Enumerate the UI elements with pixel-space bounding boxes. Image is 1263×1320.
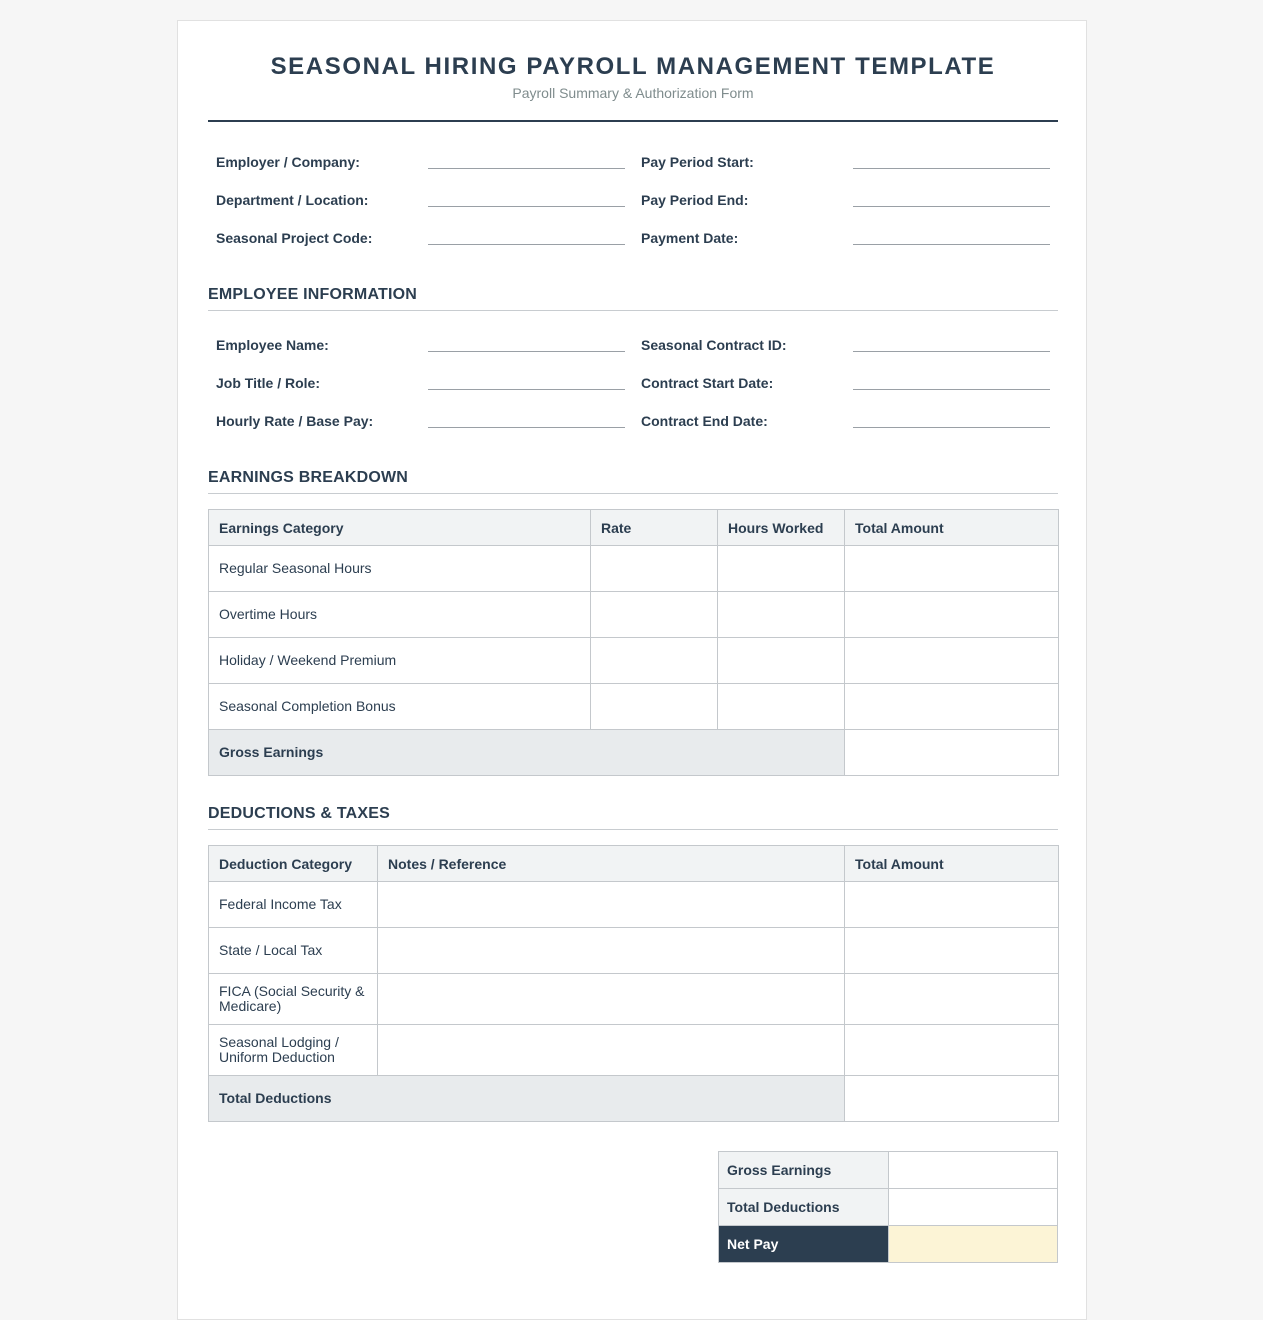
amount-cell[interactable] [845, 1025, 1059, 1076]
contract-end-input[interactable] [853, 413, 1050, 427]
field-row [208, 230, 1058, 268]
pay-period-end-label: Pay Period End: [641, 192, 749, 208]
field-row [208, 192, 1058, 230]
total-deductions-amount[interactable] [845, 1076, 1059, 1122]
summary-net-row [719, 1226, 1058, 1263]
deduction-category-header: Deduction Category [209, 846, 378, 882]
field-row [208, 154, 1058, 192]
department-label: Department / Location: [216, 192, 369, 208]
department-line [428, 206, 625, 207]
table-row [209, 638, 1059, 684]
hours-cell[interactable] [718, 546, 845, 592]
hourly-rate-input[interactable] [428, 413, 625, 427]
table-row [209, 684, 1059, 730]
earnings-section-title: EARNINGS BREAKDOWN [208, 469, 1058, 494]
amount-cell[interactable] [845, 684, 1059, 730]
deduction-total-header: Total Amount [845, 846, 1059, 882]
hours-cell[interactable] [718, 592, 845, 638]
amount-cell[interactable] [845, 638, 1059, 684]
amount-cell[interactable] [845, 592, 1059, 638]
header-divider [208, 120, 1058, 122]
table-row [209, 928, 1059, 974]
hours-worked-header: Hours Worked [718, 510, 845, 546]
summary-row [719, 1152, 1058, 1189]
hours-cell[interactable] [718, 638, 845, 684]
payment-date-label: Payment Date: [641, 230, 739, 246]
employee-section-title: EMPLOYEE INFORMATION [208, 286, 1058, 311]
deduction-category-cell: Federal Income Tax [209, 882, 378, 928]
contract-start-label: Contract Start Date: [641, 375, 774, 391]
amount-cell[interactable] [845, 882, 1059, 928]
job-title-line [428, 389, 625, 390]
earnings-category-cell: Overtime Hours [209, 592, 591, 638]
amount-cell[interactable] [845, 974, 1059, 1025]
project-code-label: Seasonal Project Code: [216, 230, 373, 246]
deduction-category-cell: State / Local Tax [209, 928, 378, 974]
gross-earnings-amount[interactable] [845, 730, 1059, 776]
total-deductions-row [209, 1076, 1059, 1122]
contract-start-input[interactable] [853, 375, 1050, 389]
summary-gross-value[interactable] [889, 1152, 1058, 1189]
summary-gross-label: Gross Earnings [719, 1152, 889, 1189]
deduction-category-cell: FICA (Social Security & Medicare) [209, 974, 378, 1025]
contract-start-line [853, 389, 1050, 390]
net-pay-value[interactable] [889, 1226, 1058, 1263]
contract-end-line [853, 427, 1050, 428]
gross-earnings-row [209, 730, 1059, 776]
employee-name-label: Employee Name: [216, 337, 329, 353]
rate-cell[interactable] [591, 684, 718, 730]
deductions-section-title: DEDUCTIONS & TAXES [208, 805, 1058, 830]
gross-earnings-label: Gross Earnings [209, 730, 845, 776]
earnings-header-row [209, 510, 1059, 546]
hours-cell[interactable] [718, 684, 845, 730]
net-pay-summary [718, 1151, 1058, 1263]
table-row [209, 882, 1059, 928]
employer-line [428, 168, 625, 169]
contract-id-label: Seasonal Contract ID: [641, 337, 787, 353]
total-deductions-label: Total Deductions [209, 1076, 845, 1122]
pay-period-start-line [853, 168, 1050, 169]
job-title-input[interactable] [428, 375, 625, 389]
project-code-line [428, 244, 625, 245]
field-row [208, 413, 1058, 451]
amount-cell[interactable] [845, 546, 1059, 592]
pay-period-start-label: Pay Period Start: [641, 154, 754, 170]
job-title-label: Job Title / Role: [216, 375, 320, 391]
table-row [209, 974, 1059, 1025]
deductions-header-row [209, 846, 1059, 882]
earnings-table [208, 509, 1059, 776]
rate-cell[interactable] [591, 546, 718, 592]
contract-id-input[interactable] [853, 337, 1050, 351]
employer-label: Employer / Company: [216, 154, 360, 170]
net-pay-label: Net Pay [719, 1226, 889, 1263]
notes-cell[interactable] [378, 928, 845, 974]
earnings-category-cell: Holiday / Weekend Premium [209, 638, 591, 684]
notes-cell[interactable] [378, 974, 845, 1025]
hourly-rate-label: Hourly Rate / Base Pay: [216, 413, 374, 429]
department-input[interactable] [428, 192, 625, 206]
summary-deductions-label: Total Deductions [719, 1189, 889, 1226]
earnings-category-header: Earnings Category [209, 510, 591, 546]
deductions-table [208, 845, 1059, 1122]
pay-period-end-line [853, 206, 1050, 207]
rate-cell[interactable] [591, 638, 718, 684]
project-code-input[interactable] [428, 230, 625, 244]
table-row [209, 1025, 1059, 1076]
rate-header: Rate [591, 510, 718, 546]
summary-row [719, 1189, 1058, 1226]
deduction-category-cell: Seasonal Lodging / Uniform Deduction [209, 1025, 378, 1076]
form-title: SEASONAL HIRING PAYROLL MANAGEMENT TEMPLATE [270, 53, 996, 80]
rate-cell[interactable] [591, 592, 718, 638]
employee-name-line [428, 351, 625, 352]
employee-name-input[interactable] [428, 337, 625, 351]
payroll-form-page [177, 20, 1087, 1320]
notes-header: Notes / Reference [378, 846, 845, 882]
pay-period-start-input[interactable] [853, 154, 1050, 168]
field-row [208, 375, 1058, 413]
notes-cell[interactable] [378, 1025, 845, 1076]
earnings-total-header: Total Amount [845, 510, 1059, 546]
summary-deductions-value[interactable] [889, 1189, 1058, 1226]
earnings-category-cell: Regular Seasonal Hours [209, 546, 591, 592]
table-row [209, 546, 1059, 592]
table-row [209, 592, 1059, 638]
contract-end-label: Contract End Date: [641, 413, 768, 429]
hourly-rate-line [428, 427, 625, 428]
pay-period-end-input[interactable] [853, 192, 1050, 206]
field-row [208, 337, 1058, 375]
contract-id-line [853, 351, 1050, 352]
employer-input[interactable] [428, 154, 625, 168]
earnings-category-cell: Seasonal Completion Bonus [209, 684, 591, 730]
payment-date-input[interactable] [853, 230, 1050, 244]
notes-cell[interactable] [378, 882, 845, 928]
payment-date-line [853, 244, 1050, 245]
amount-cell[interactable] [845, 928, 1059, 974]
form-subtitle: Payroll Summary & Authorization Form [512, 85, 754, 101]
